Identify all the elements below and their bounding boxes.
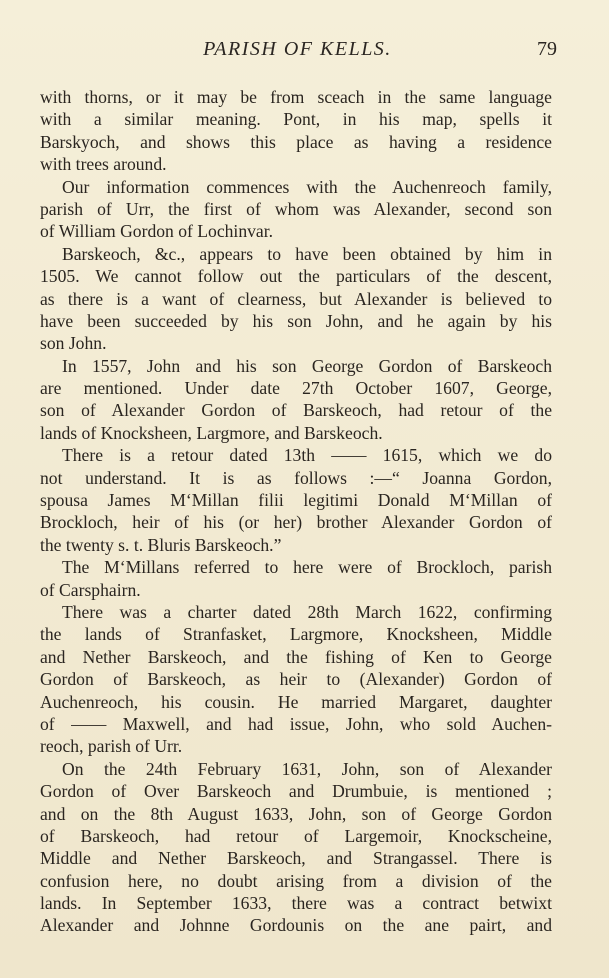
text-line: the twenty s. t. Bluris Barskeoch.”: [40, 534, 282, 555]
text-line: There is a retour dated 13th —— 1615, which we do: [62, 445, 552, 466]
text-line: of Barskeoch, had retour of Largemoir, Knockscheine,: [40, 825, 552, 846]
text-line: as there is a want of clearness, but Alexander is believed to: [40, 288, 552, 309]
text-line: lands of Knocksheen, Largmore, and Barskeoch.: [40, 422, 383, 443]
text-line: of Carsphairn.: [40, 579, 141, 600]
text-line: and Nether Barskeoch, and the fishing of Ken to George: [40, 646, 552, 667]
text-line: Auchenreoch, his cousin. He married Margaret, daughter: [40, 691, 552, 712]
text-line: confusion here, no doubt arising from a division of the: [40, 870, 552, 891]
text-line: Middle and Nether Barskeoch, and Strangassel. There is: [40, 848, 552, 869]
text-line: not understand. It is as follows :—“ Joanna Gordon,: [40, 467, 552, 488]
text-line: of William Gordon of Lochinvar.: [40, 221, 274, 242]
text-line: On the 24th February 1631, John, son of Alexander: [62, 758, 552, 779]
text-line: Barskyoch, and shows this place as having a residence: [40, 131, 552, 152]
text-line: son of Alexander Gordon of Barskeoch, had retour of the: [40, 400, 552, 421]
text-line: son John.: [40, 333, 107, 354]
text-line: 1505. We cannot follow out the particulars of the descent,: [40, 266, 552, 287]
text-line: In 1557, John and his son George Gordon of Barskeoch: [62, 355, 552, 376]
text-line: Gordon of Barskeoch, as heir to (Alexander) Gordon of: [40, 669, 552, 690]
text-line: Brockloch, heir of his (or her) brother Alexander Gordon of: [40, 512, 552, 533]
text-line: the lands of Stranfasket, Largmore, Knocksheen, Middle: [40, 624, 552, 645]
text-line: Alexander and Johnne Gordounis on the ane pairt, and: [40, 915, 552, 936]
running-head: [38, 38, 557, 64]
text-line: The M‘Millans referred to here were of Brockloch, parish: [62, 557, 552, 578]
text-line: with thorns, or it may be from sceach in the same language: [40, 87, 552, 107]
text-line: have been succeeded by his son John, and he again by his: [40, 310, 552, 331]
page-number: 79: [537, 38, 557, 60]
text-line: lands. In September 1633, there was a contract betwixt: [40, 893, 552, 914]
running-title: PARISH OF KELLS.: [203, 38, 392, 60]
text-line: spousa James M‘Millan filii legitimi Donald M‘Millan of: [40, 490, 552, 511]
text-line: Barskeoch, &c., appears to have been obtained by him in: [62, 243, 552, 264]
text-line: are mentioned. Under date 27th October 1607, George,: [40, 378, 552, 399]
body-text: [40, 86, 552, 937]
text-line: parish of Urr, the first of whom was Alexander, second son: [40, 198, 552, 219]
text-line: reoch, parish of Urr.: [40, 736, 183, 757]
text-line: Our information commences with the Auchenreoch family,: [62, 176, 552, 197]
text-line: of —— Maxwell, and had issue, John, who sold Auchen-: [40, 713, 552, 734]
text-line: with trees around.: [40, 154, 167, 175]
text-line: There was a charter dated 28th March 1622, confirming: [62, 601, 552, 622]
text-line: and on the 8th August 1633, John, son of George Gordon: [40, 803, 552, 824]
text-line: with a similar meaning. Pont, in his map, spells it: [40, 109, 552, 130]
text-line: Gordon of Over Barskeoch and Drumbuie, is mentioned ;: [40, 781, 552, 802]
